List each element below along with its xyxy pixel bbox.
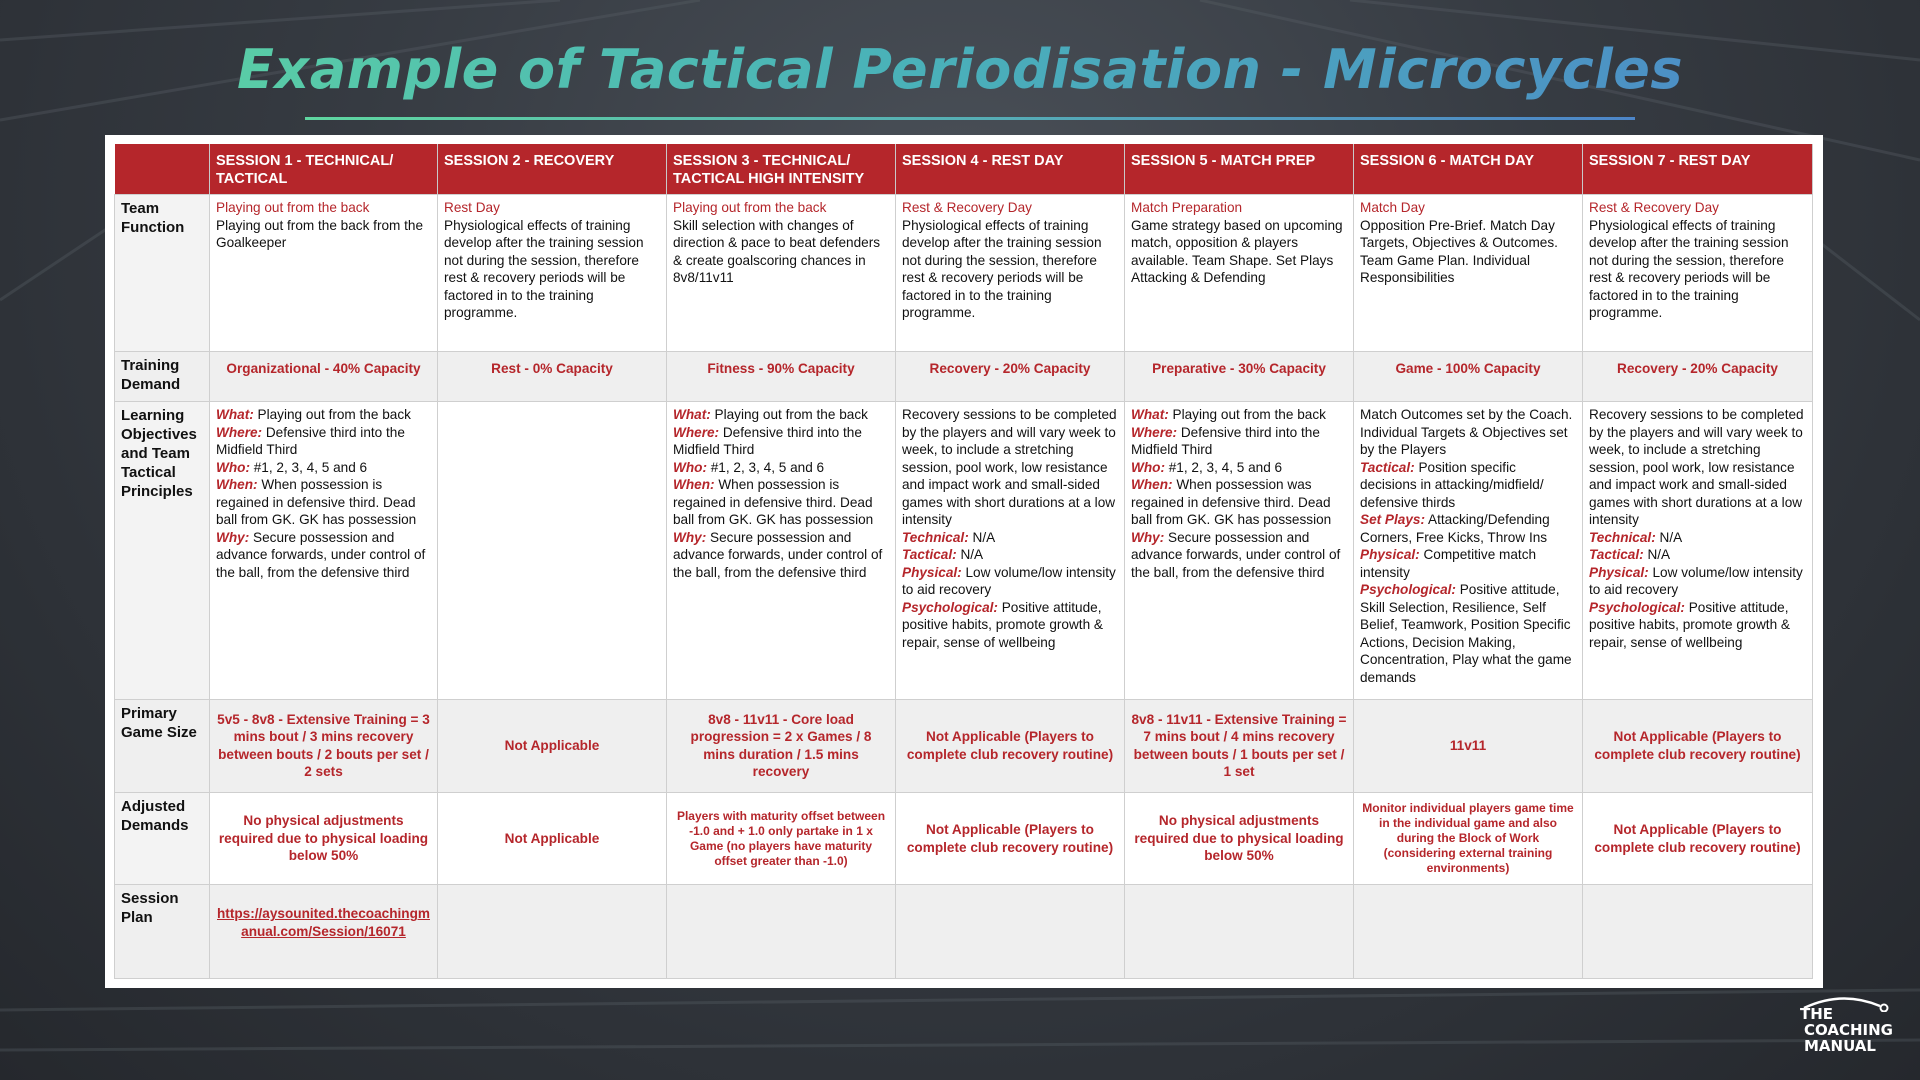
label: Who: — [1131, 459, 1165, 475]
adjusted-cell: No physical adjustments required due to physical loading below 50% — [210, 792, 438, 885]
what-line — [1131, 406, 1347, 424]
title-underline — [305, 117, 1635, 120]
value: #1, 2, 3, 4, 5 and 6 — [253, 459, 368, 475]
where-line — [1131, 424, 1347, 459]
physical-line — [902, 564, 1118, 599]
value: Playing out from the back — [257, 407, 411, 423]
learning-cell-session-4 — [896, 402, 1125, 700]
technical-line — [902, 529, 1118, 547]
when-line — [1131, 476, 1347, 529]
when-line — [673, 476, 889, 529]
row-label-adjusted-demands: Adjusted Demands — [115, 792, 210, 885]
adjusted-cell: No physical adjustments required due to physical loading below 50% — [1125, 792, 1354, 885]
training-demand-cell: Preparative - 30% Capacity — [1125, 352, 1354, 402]
intro-text: Recovery sessions to be completed by the players and will vary week to week, to include a stretching session, pool work, low resistance and impact work and small-sided games with short durations at a low intensity — [1589, 407, 1804, 528]
cell-body: Skill selection with changes of direction & pace to beat defenders & create goalscoring chances in 8v8/11v11 — [673, 217, 881, 285]
value: When possession is regained in defensive third. Dead ball from GK. GK has possession — [216, 477, 417, 528]
cell-heading: Rest & Recovery Day — [902, 200, 1032, 215]
cell-body: Physiological effects of training develop after the training session not during the session, therefore rest & recovery periods will be factored in to the training programme. — [444, 217, 644, 320]
label: Who: — [216, 459, 250, 475]
who-line — [1131, 459, 1347, 477]
value: Competitive match intensity — [1360, 547, 1537, 580]
label: Technical: — [902, 529, 969, 545]
tactical-line — [1589, 546, 1806, 564]
game-size-cell: Not Applicable — [438, 700, 667, 793]
adjusted-cell: Not Applicable (Players to complete club recovery routine) — [1583, 792, 1813, 885]
value: Secure possession and advance forwards, under control of the ball, from the defensive third — [216, 529, 426, 580]
value: Positive attitude, positive habits, promote growth & repair, sense of wellbeing — [1589, 599, 1790, 650]
game-size-cell: 8v8 - 11v11 - Extensive Training = 7 mins bout / 4 mins recovery between bouts / 1 bouts per set / 1 set — [1125, 700, 1354, 793]
header-session-3: SESSION 3 - TECHNICAL/ TACTICAL HIGH INTENSITY — [667, 144, 896, 195]
cell-heading: Match Preparation — [1131, 200, 1243, 215]
page-title: Example of Tactical Periodisation - Microcycles — [0, 38, 1920, 101]
cell-body: Playing out from the back from the Goalkeeper — [216, 217, 424, 250]
cell-heading: Rest & Recovery Day — [1589, 200, 1719, 215]
label: What: — [216, 407, 254, 423]
intro-text: Recovery sessions to be completed by the players and will vary week to week, to include a stretching session, pool work, low resistance and impact work and small-sided games with short durations at a low intensity — [902, 407, 1117, 528]
label: Psychological: — [1360, 582, 1456, 598]
value: Playing out from the back — [714, 407, 868, 423]
psychological-line — [1589, 599, 1806, 652]
game-size-cell: 11v11 — [1354, 700, 1583, 793]
cell-heading: Match Day — [1360, 200, 1425, 215]
cell-body: Game strategy based on upcoming match, opposition & players available. Team Shape. Set Plays Attacking & Defending — [1131, 217, 1343, 285]
logo-line-2: COACHING — [1804, 1021, 1893, 1039]
label: Where: — [673, 424, 720, 440]
who-line — [673, 459, 889, 477]
label: Why: — [673, 529, 707, 545]
label: What: — [673, 407, 711, 423]
technical-line — [1589, 529, 1806, 547]
cell-heading: Rest Day — [444, 200, 500, 215]
set-plays-line — [1360, 511, 1576, 546]
periodisation-sheet — [105, 135, 1823, 988]
link-text[interactable]: https://aysounited.thecoachingmanual.com/Session/16071 — [217, 906, 430, 939]
team-function-row — [115, 195, 1813, 352]
value: Defensive third into the Midfield Third — [216, 424, 405, 458]
label: Tactical: — [1360, 459, 1415, 475]
value: Position specific decisions in attacking/midfield/ defensive thirds — [1360, 459, 1544, 510]
coaching-manual-logo — [1796, 996, 1906, 1056]
header-session-4: SESSION 4 - REST DAY — [896, 144, 1125, 195]
label: When: — [1131, 477, 1173, 493]
session-plan-cell — [1125, 885, 1354, 979]
training-demand-cell: Fitness - 90% Capacity — [667, 352, 896, 402]
cell-body: Opposition Pre-Brief. Match Day Targets, Objectives & Outcomes. Team Game Plan. Individual Responsibilities — [1360, 217, 1558, 285]
team-function-cell — [667, 195, 896, 352]
where-line — [216, 424, 431, 459]
header-session-7: SESSION 7 - REST DAY — [1583, 144, 1813, 195]
value: #1, 2, 3, 4, 5 and 6 — [710, 459, 825, 475]
header-row — [115, 144, 1813, 195]
session-plan-cell — [1583, 885, 1813, 979]
label: When: — [673, 477, 715, 493]
learning-cell-session-2 — [438, 402, 667, 700]
value: Defensive third into the Midfield Third — [673, 424, 862, 458]
where-line — [673, 424, 889, 459]
label: Physical: — [1360, 547, 1420, 563]
psychological-line — [1360, 581, 1576, 686]
game-size-cell: Not Applicable (Players to complete club recovery routine) — [896, 700, 1125, 793]
adjusted-demands-row — [115, 792, 1813, 885]
what-line — [216, 406, 431, 424]
team-function-cell — [1583, 195, 1813, 352]
value: Low volume/low intensity to aid recovery — [1589, 564, 1803, 598]
cell-heading: Playing out from the back — [673, 200, 827, 215]
cell-body: Physiological effects of training develop after the training session not during the session, therefore rest & recovery periods will be factored in to the training programme. — [1589, 217, 1789, 320]
learning-cell-session-7 — [1583, 402, 1813, 700]
header-session-1: SESSION 1 - TECHNICAL/ TACTICAL — [210, 144, 438, 195]
header-session-5: SESSION 5 - MATCH PREP — [1125, 144, 1354, 195]
row-label-game-size: Primary Game Size — [115, 700, 210, 793]
label: Technical: — [1589, 529, 1656, 545]
logo-line-3: MANUAL — [1804, 1037, 1876, 1055]
cell-body: Physiological effects of training develop after the training session not during the session, therefore rest & recovery periods will be factored in to the training programme. — [902, 217, 1102, 320]
game-size-cell: Not Applicable (Players to complete club recovery routine) — [1583, 700, 1813, 793]
value: Secure possession and advance forwards, under control of the ball, from the defensive third — [1131, 529, 1341, 580]
label: When: — [216, 477, 258, 493]
adjusted-cell: Not Applicable — [438, 792, 667, 885]
value: Defensive third into the Midfield Third — [1131, 424, 1320, 458]
label: Physical: — [1589, 564, 1649, 580]
label: Why: — [1131, 529, 1165, 545]
learning-cell-session-3 — [667, 402, 896, 700]
label: Who: — [673, 459, 707, 475]
value: When possession is regained in defensive third. Dead ball from GK. GK has possession — [673, 477, 874, 528]
header-session-6: SESSION 6 - MATCH DAY — [1354, 144, 1583, 195]
row-label-learning-objectives: Learning Objectives and Team Tactical Principles — [115, 402, 210, 700]
game-size-cell: 5v5 - 8v8 - Extensive Training = 3 mins bout / 3 mins recovery between bouts / 2 bouts per set / 2 sets — [210, 700, 438, 793]
label: Where: — [1131, 424, 1178, 440]
learning-cell-session-5 — [1125, 402, 1354, 700]
row-label-training-demand: Training Demand — [115, 352, 210, 402]
adjusted-cell: Monitor individual players game time in the individual game and also during the Block of Work (considering external training environments) — [1354, 792, 1583, 885]
value: Positive attitude, Skill Selection, Resilience, Self Belief, Teamwork, Position Specific Actions, Decision Making, Concentration, Play what the game demands — [1360, 582, 1572, 685]
training-demand-cell: Organizational - 40% Capacity — [210, 352, 438, 402]
value: When possession was regained in defensive third. Dead ball from GK. GK has possession — [1131, 477, 1332, 528]
label: Psychological: — [1589, 599, 1685, 615]
team-function-cell — [438, 195, 667, 352]
value: N/A — [972, 529, 996, 545]
adjusted-cell: Players with maturity offset between -1.0 and + 1.0 only partake in 1 x Game (no players have maturity offset greater than -1.0) — [667, 792, 896, 885]
why-line — [673, 529, 889, 582]
label: Tactical: — [902, 547, 957, 563]
training-demand-cell: Rest - 0% Capacity — [438, 352, 667, 402]
microcycle-table — [114, 144, 1813, 979]
game-size-cell: 8v8 - 11v11 - Core load progression = 2 x Games / 8 mins duration / 1.5 mins recovery — [667, 700, 896, 793]
adjusted-cell: Not Applicable (Players to complete club recovery routine) — [896, 792, 1125, 885]
who-line — [216, 459, 431, 477]
value: Positive attitude, positive habits, promote growth & repair, sense of wellbeing — [902, 599, 1103, 650]
label: Physical: — [902, 564, 962, 580]
value: Secure possession and advance forwards, under control of the ball, from the defensive third — [673, 529, 883, 580]
label: Psychological: — [902, 599, 998, 615]
team-function-cell — [1354, 195, 1583, 352]
row-label-team-function: Team Function — [115, 195, 210, 352]
value: Low volume/low intensity to aid recovery — [902, 564, 1116, 598]
value: Playing out from the back — [1172, 407, 1326, 423]
training-demand-cell: Recovery - 20% Capacity — [1583, 352, 1813, 402]
why-line — [1131, 529, 1347, 582]
training-demand-cell: Game - 100% Capacity — [1354, 352, 1583, 402]
header-corner — [115, 144, 210, 195]
label: Tactical: — [1589, 547, 1644, 563]
psychological-line — [902, 599, 1118, 652]
label: What: — [1131, 407, 1169, 423]
header-session-2: SESSION 2 - RECOVERY — [438, 144, 667, 195]
label: Why: — [216, 529, 250, 545]
when-line — [216, 476, 431, 529]
physical-line — [1589, 564, 1806, 599]
value: N/A — [1659, 529, 1683, 545]
row-label-session-plan: Session Plan — [115, 885, 210, 979]
learning-objectives-row — [115, 402, 1813, 700]
tactical-line — [1360, 459, 1576, 512]
cell-heading: Playing out from the back — [216, 200, 370, 215]
physical-line — [1360, 546, 1576, 581]
team-function-cell — [1125, 195, 1354, 352]
learning-cell-session-1 — [210, 402, 438, 700]
label: Where: — [216, 424, 263, 440]
value: N/A — [960, 547, 984, 563]
value: Attacking/Defending Corners, Free Kicks, Throw Ins — [1360, 512, 1550, 545]
learning-cell-session-6 — [1354, 402, 1583, 700]
value: #1, 2, 3, 4, 5 and 6 — [1168, 459, 1283, 475]
game-size-row — [115, 700, 1813, 793]
team-function-cell — [896, 195, 1125, 352]
tactical-line — [902, 546, 1118, 564]
session-plan-cell — [438, 885, 667, 979]
session-plan-cell — [667, 885, 896, 979]
what-line — [673, 406, 889, 424]
why-line — [216, 529, 431, 582]
training-demand-row — [115, 352, 1813, 402]
training-demand-cell: Recovery - 20% Capacity — [896, 352, 1125, 402]
session-plan-cell — [1354, 885, 1583, 979]
team-function-cell — [210, 195, 438, 352]
label: Set Plays: — [1360, 512, 1425, 528]
value: N/A — [1647, 547, 1671, 563]
session-plan-row — [115, 885, 1813, 979]
session-plan-link[interactable] — [210, 885, 438, 979]
logo-line-1: THE — [1800, 1005, 1834, 1023]
intro-text: Match Outcomes set by the Coach. Individual Targets & Objectives set by the Players — [1360, 407, 1573, 458]
session-plan-cell — [896, 885, 1125, 979]
